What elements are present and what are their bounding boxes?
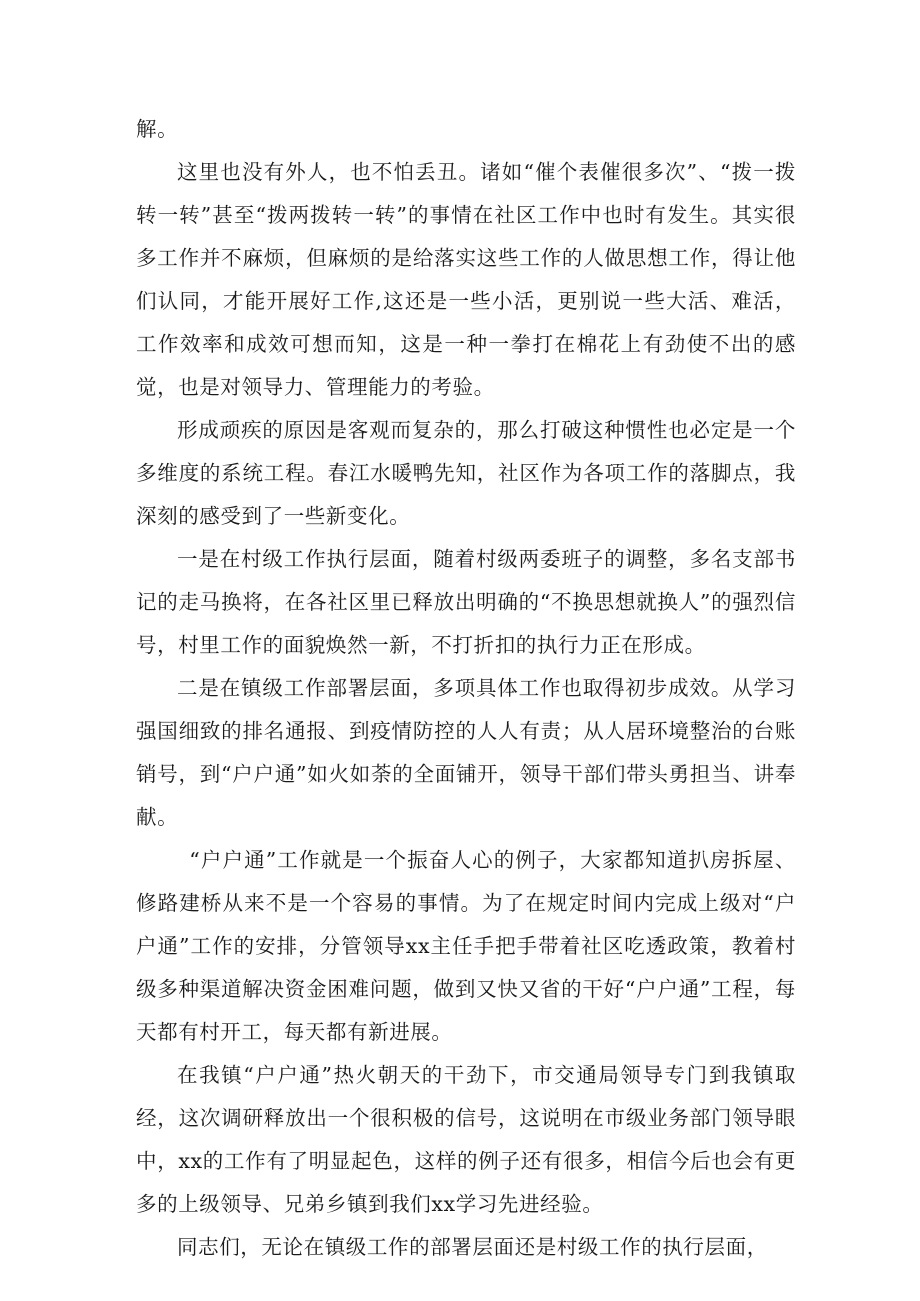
document-body	[136, 108, 796, 1269]
paragraph-efficiency: 这里也没有外人，也不怕丢丑。诸如“催个表催很多次”、“拨一拨转一转”甚至“拨两拨转一转”的事情在社区工作中也时有发生。其实很多工作并不麻烦，但麻烦的是给落实这些工作的人做思想工作，得让他们认同，才能开展好工作,这还是一些小活，更别说一些大活、难活，工作效率和成效可想而知，这是一种一拳打在棉花上有劲使不出的感觉，也是对领导力、管理能力的考验。	[136, 160, 796, 399]
paragraph-closing: 同志们，无论在镇级工作的部署层面还是村级工作的执行层面，	[177, 1235, 768, 1259]
paragraph-continuation: 解。	[136, 117, 179, 141]
paragraph-village-level: 一是在村级工作执行层面，随着村级两委班子的调整，多名支部书记的走马换将，在各社区里已释放出明确的“不换思想就换人”的强烈信号，村里工作的面貌焕然一新，不打折扣的执行力正在形成。	[136, 547, 796, 657]
paragraph-huhutong-example: “户户通”工作就是一个振奋人心的例子，大家都知道扒房拆屋、修路建桥从来不是一个容易的事情。为了在规定时间内完成上级对“户户通”工作的安排，分管领导xx主任手把手带着社区吃透政策，教着村级多种渠道解决资金困难问题，做到又快又省的干好“户户通”工程，每天都有村开工，每天都有新进展。	[136, 848, 796, 1044]
paragraph-root-causes: 形成顽疾的原因是客观而复杂的，那么打破这种惯性也必定是一个多维度的系统工程。春江水暖鸭先知，社区作为各项工作的落脚点，我深刻的感受到了一些新变化。	[136, 418, 796, 528]
paragraph-town-level: 二是在镇级工作部署层面，多项具体工作也取得初步成效。从学习强国细致的排名通报、到疫情防控的人人有责；从人居环境整治的台账销号，到“户户通”如火如荼的全面铺开，领导干部们带头勇担当、讲奉献。	[136, 676, 796, 829]
paragraph-city-visit: 在我镇“户户通”热火朝天的干劲下，市交通局领导专门到我镇取经，这次调研释放出一个很积极的信号，这说明在市级业务部门领导眼中，xx的工作有了明显起色，这样的例子还有很多，相信今后也会有更多的上级领导、兄弟乡镇到我们xx学习先进经验。	[136, 1063, 796, 1216]
